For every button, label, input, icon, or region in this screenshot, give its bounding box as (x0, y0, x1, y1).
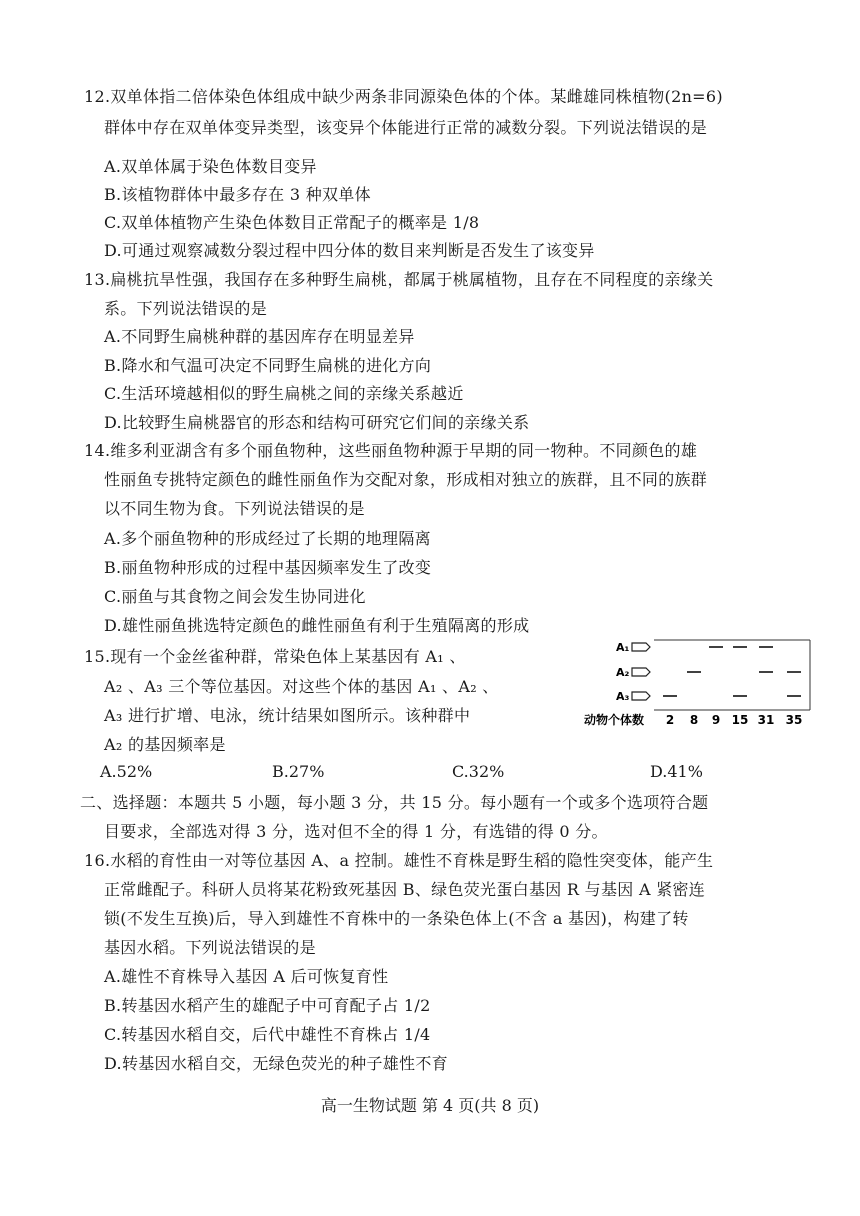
q16-stem-line2: 正常雌配子。科研人员将某花粉致死基因 B、绿色荧光蛋白基因 R 与基因 A 紧密连 (104, 880, 706, 899)
row-label-a1-text: A₁ (616, 641, 630, 654)
q15-option-a: A.52% (100, 762, 153, 781)
arrow-icon (632, 643, 650, 651)
gel-bands (663, 647, 801, 696)
row-label-a3 (616, 690, 650, 703)
q16-option-c: C.转基因水稻自交，后代中雄性不育株占 1/4 (104, 1025, 431, 1044)
column-label: 8 (689, 713, 699, 727)
row-label-a3-text: A₃ (616, 690, 630, 703)
column-label: 35 (785, 713, 803, 727)
q12-stem-line2: 群体中存在双单体变异类型，该变异个体能进行正常的减数分裂。下列说法错误的是 (104, 118, 708, 137)
q16-stem-line4: 基因水稻。下列说法错误的是 (104, 938, 316, 957)
column-label: 15 (731, 713, 749, 727)
q14-stem-line2: 性丽鱼专挑特定颜色的雌性丽鱼作为交配对象，形成相对独立的族群，且不同的族群 (104, 470, 708, 489)
q16-stem-line3: 锁(不发生互换)后，导入到雄性不育株中的一条染色体上(不含 a 基因)，构建了转 (104, 909, 689, 928)
q12-option-c: C.双单体植物产生染色体数目正常配子的概率是 1/8 (104, 213, 480, 232)
q13-option-a: A.不同野生扁桃种群的基因库存在明显差异 (104, 327, 415, 346)
section2-line1: 二、选择题：本题共 5 小题，每小题 3 分，共 15 分。每小题有一个或多个选项符合题 (80, 793, 709, 812)
q14-option-c: C.丽鱼与其食物之间会发生协同进化 (104, 587, 366, 606)
q13-option-d: D.比较野生扁桃器官的形态和结构可研究它们间的亲缘关系 (104, 413, 530, 432)
q15-stem-line3: A₃ 进行扩增、电泳，统计结果如图所示。该种群中 (104, 706, 471, 725)
q15-option-c: C.32% (452, 762, 505, 781)
q16-stem-line1: 16.水稻的育性由一对等位基因 A、a 控制。雄性不育株是野生稻的隐性突变体，能产生 (84, 851, 714, 870)
q15-stem-line1: 15.现有一个金丝雀种群，常染色体上某基因有 A₁ 、 (84, 647, 466, 666)
column-labels (666, 713, 803, 727)
q15-option-b: B.27% (272, 762, 325, 781)
q14-option-d: D.雄性丽鱼挑选特定颜色的雌性丽鱼有利于生殖隔离的形成 (104, 616, 530, 635)
page-footer: 高一生物试题 第 4 页(共 8 页) (320, 1096, 540, 1115)
row-label-a2-text: A₂ (616, 666, 630, 679)
q16-option-a: A.雄性不育株导入基因 A 后可恢复育性 (104, 967, 389, 986)
q12-option-d: D.可通过观察减数分裂过程中四分体的数目来判断是否发生了该变异 (104, 241, 595, 260)
section2-line2: 目要求，全部选对得 3 分，选对但不全的得 1 分，有选错的得 0 分。 (104, 822, 608, 841)
row-label-a2 (616, 666, 650, 679)
column-label: 2 (665, 713, 675, 727)
q14-option-b: B.丽鱼物种形成的过程中基因频率发生了改变 (104, 558, 432, 577)
q15-stem-line4: A₂ 的基因频率是 (104, 735, 226, 754)
q13-option-c: C.生活环境越相似的野生扁桃之间的亲缘关系越近 (104, 384, 464, 403)
column-label: 9 (711, 713, 721, 727)
electrophoresis-figure (584, 638, 812, 730)
q12-stem-line1: 12.双单体指二倍体染色体组成中缺少两条非同源染色体的个体。某雌雄同株植物(2n=6) (84, 87, 723, 106)
q13-stem-line2: 系。下列说法错误的是 (104, 299, 268, 318)
gel-diagram (584, 638, 812, 730)
q14-stem-line3: 以不同生物为食。下列说法错误的是 (104, 499, 365, 518)
q15-stem-line2: A₂ 、A₃ 三个等位基因。对这些个体的基因 A₁ 、A₂ 、 (104, 677, 499, 696)
q14-option-a: A.多个丽鱼物种的形成经过了长期的地理隔离 (104, 529, 431, 548)
arrow-icon (632, 668, 650, 676)
x-axis-title: 动物个体数 (584, 713, 645, 727)
q15-option-d: D.41% (650, 762, 703, 781)
row-label-a1 (616, 641, 650, 654)
q13-stem-line1: 13.扁桃抗旱性强，我国存在多种野生扁桃，都属于桃属植物，且存在不同程度的亲缘关 (84, 270, 714, 289)
q12-option-a: A.双单体属于染色体数目变异 (104, 157, 317, 176)
q16-option-d: D.转基因水稻自交，无绿色荧光的种子雄性不育 (104, 1054, 448, 1073)
q16-option-b: B.转基因水稻产生的雄配子中可育配子占 1/2 (104, 996, 431, 1015)
arrow-icon (632, 692, 650, 700)
q12-option-b: B.该植物群体中最多存在 3 种双单体 (104, 185, 371, 204)
column-label: 31 (757, 713, 775, 727)
q13-option-b: B.降水和气温可决定不同野生扁桃的进化方向 (104, 356, 432, 375)
q14-stem-line1: 14.维多利亚湖含有多个丽鱼物种，这些丽鱼物种源于早期的同一物种。不同颜色的雄 (84, 441, 698, 460)
